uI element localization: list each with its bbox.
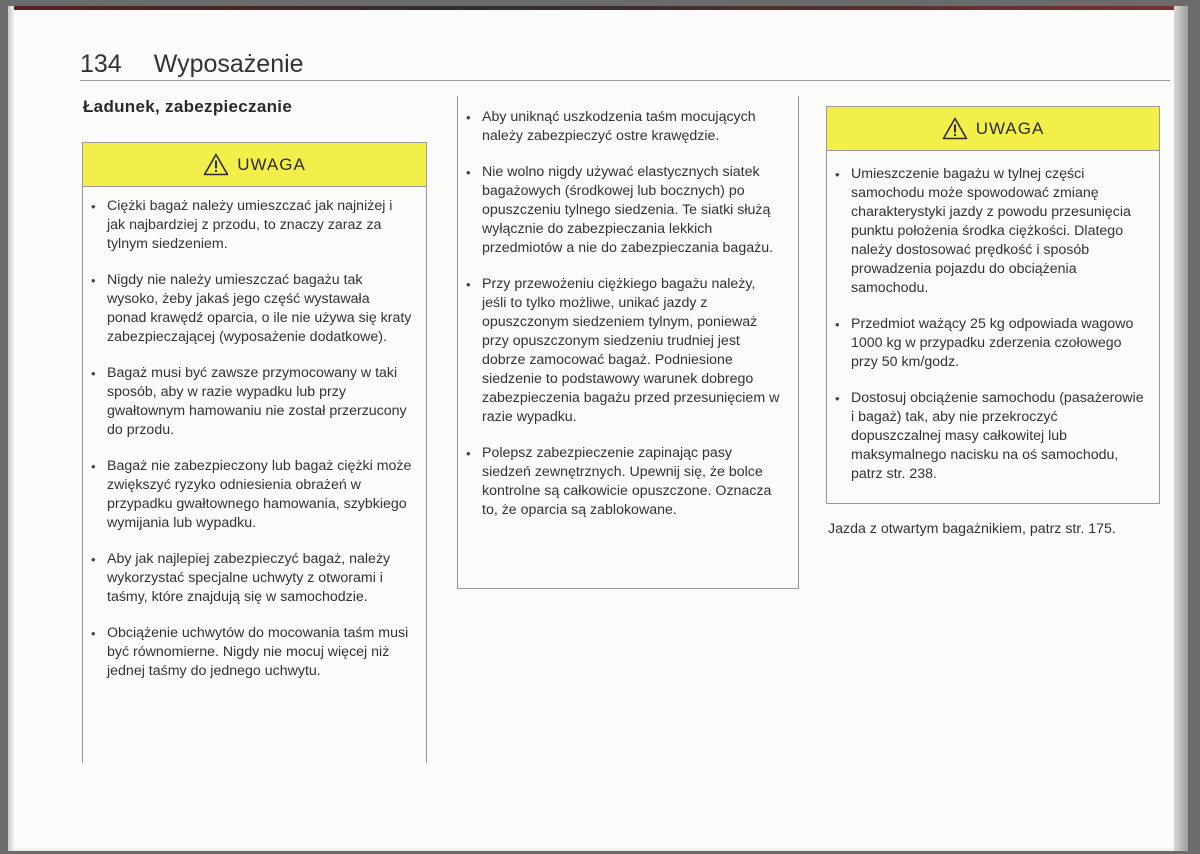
warning-box-left — [82, 142, 427, 763]
list-item: • Aby jak najlepiej zabezpieczyć bagaż, należy wykorzystać specjalne uchwyty z otworami i taśmy, które znajdują się w samochodzie. — [87, 550, 412, 607]
warning-list-right — [827, 151, 1159, 484]
cross-reference-note: Jazda z otwartym bagażnikiem, patrz str. 175. — [828, 521, 1116, 537]
list-item: • Umieszczenie bagażu w tylnej części samochodu może spowodować zmianę charakterystyki jazdy z powodu przesunięcia punktu położenia środka ciężkości. Dlatego należy dostosować prędkość i sposób prowadzenia pojazdu do obciążenia samochodu. — [831, 165, 1145, 298]
page-top-edge — [8, 6, 1188, 10]
warning-header — [827, 107, 1159, 151]
warning-box-middle — [457, 96, 799, 589]
warning-list-middle — [458, 96, 798, 520]
list-item: • Ciężki bagaż należy umieszczać jak najniżej i jak najbardziej z przodu, to znaczy zaraz za tylnym siedzeniem. — [87, 197, 412, 254]
list-item: • Aby uniknąć uszkodzenia taśm mocujących należy zabezpieczyć ostre krawędzie. — [462, 108, 780, 146]
warning-header — [83, 143, 426, 187]
warning-list-left — [83, 187, 426, 681]
list-item: • Przy przewożeniu ciężkiego bagażu należy, jeśli to tylko możliwe, unikać jazdy z opuszczonym siedzeniem tylnym, ponieważ przy opuszczonym siedzeniu trudniej jest dobrze zamocować bagaż. Podniesione siedzenie to podstawowy warunek dobrego zabezpieczenia bagażu przed przesunięciem w razie wypadku. — [462, 275, 780, 427]
page-number: 134 — [80, 50, 122, 78]
list-item: • Przedmiot ważący 25 kg odpowiada wagowo 1000 kg w przypadku zderzenia czołowego przy 50 km/godz. — [831, 315, 1145, 372]
warning-triangle-icon — [203, 153, 229, 176]
list-item: • Nigdy nie należy umieszczać bagażu tak wysoko, żeby jakaś jego część wystawała ponad krawędź oparcia, o ile nie używa się kraty zabezpieczającej (wyposażenie dodatkowe). — [87, 271, 412, 347]
warning-label: UWAGA — [975, 118, 1045, 138]
page-left-edge — [8, 6, 14, 851]
list-item: • Polepsz zabezpieczenie zapinając pasy siedzeń zewnętrznych. Upewnij się, że bolce kontrolne są całkowicie opuszczone. Oznacza to, że oparcia są zablokowane. — [462, 444, 780, 520]
warning-box-right — [826, 106, 1160, 504]
header-divider — [80, 80, 1170, 81]
list-item: • Obciążenie uchwytów do mocowania taśm musi być równomierne. Nigdy nie mocuj więcej niż jednej taśmy do jednego uchwytu. — [87, 624, 412, 681]
page-binding-edge — [1174, 6, 1188, 851]
list-item: • Bagaż nie zabezpieczony lub bagaż ciężki może zwiększyć ryzyko odniesienia obrażeń w przypadku gwałtownego hamowania, szybkiego wymijania lub wypadku. — [87, 457, 412, 533]
warning-triangle-icon — [942, 117, 968, 140]
section-title: Ładunek, zabezpieczanie — [83, 97, 293, 116]
chapter-title: Wyposażenie — [153, 50, 304, 78]
warning-label: UWAGA — [237, 154, 306, 174]
page-header — [80, 50, 304, 79]
list-item: • Bagaż musi być zawsze przymocowany w taki sposób, aby w razie wypadku lub przy gwałtownym hamowaniu nie został przerzucony do przodu. — [87, 364, 412, 440]
list-item: • Dostosuj obciążenie samochodu (pasażerowie i bagaż) tak, aby nie przekroczyć dopuszczalnej masy całkowitej lub maksymalnego nacisku na oś samochodu, patrz str. 238. — [831, 389, 1145, 484]
list-item: • Nie wolno nigdy używać elastycznych siatek bagażowych (środkowej lub bocznych) po opuszczeniu tylnego siedzenia. Te siatki służą wyłącznie do zabezpieczania lekkich przedmiotów a nie do zabezpieczania bagażu. — [462, 163, 780, 258]
